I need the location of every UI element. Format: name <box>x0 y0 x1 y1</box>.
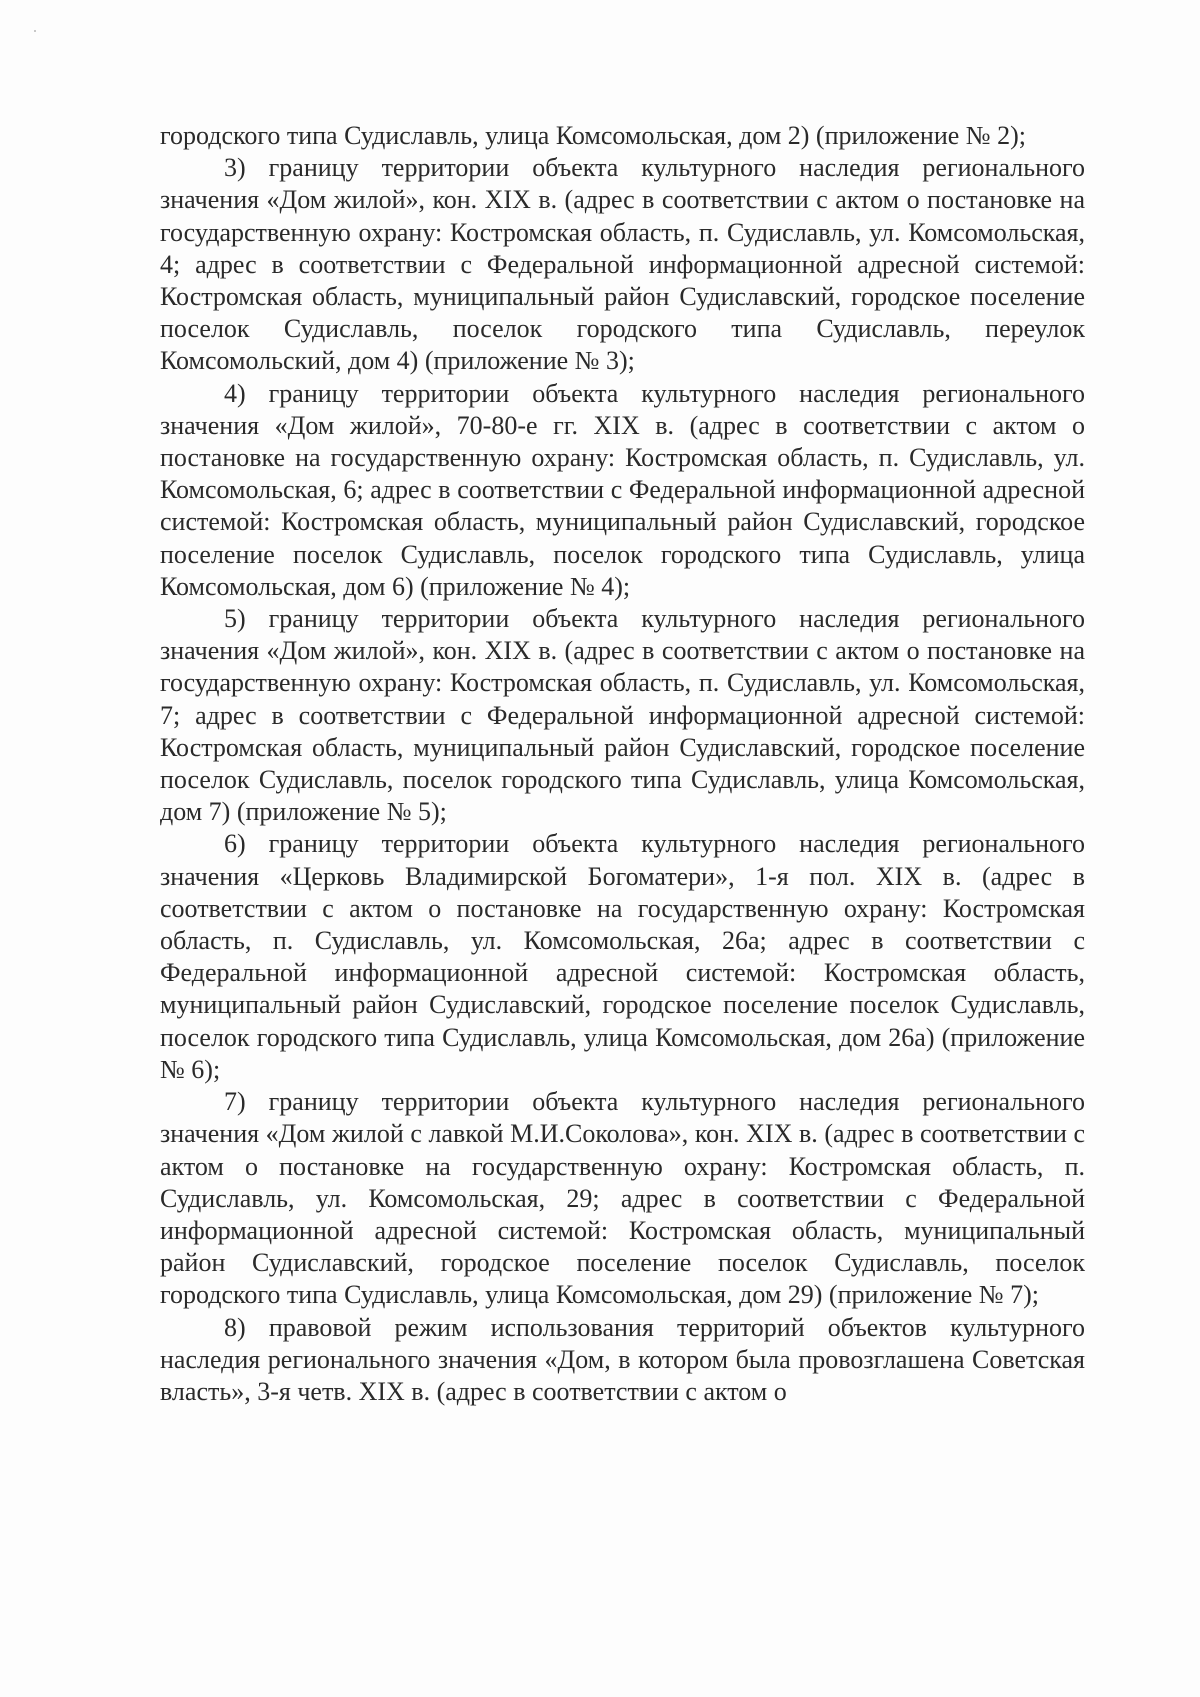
paragraph-continuation: городского типа Судиславль, улица Комсомольская, дом 2) (приложение № 2); <box>160 121 1026 150</box>
paragraph-item-7: 7) границу территории объекта культурного наследия регионального значения «Дом жилой с лавкой М.И.Соколова», кон. XIX в. (адрес в соответствии с актом о постановке на государственную охрану: Костромская область, п. Судиславль, ул. Комсомольская, 29; адрес в соответствии с Федеральной информационной адресной системой: Костромская область, муниципальный район Судиславский, городское поселение поселок Судиславль, поселок городского типа Судиславль, улица Комсомольская, дом 29) (приложение № 7); <box>160 1087 1085 1310</box>
scan-speck <box>34 30 36 32</box>
paragraph-item-5: 5) границу территории объекта культурного наследия регионального значения «Дом жилой», кон. XIX в. (адрес в соответствии с актом о постановке на государственную охрану: Костромская область, п. Судиславль, ул. Комсомольская, 7; адрес в соответствии с Федеральной информационной адресной системой: Костромская область, муниципальный район Судиславский, городское поселение поселок Судиславль, поселок городского типа Судиславль, улица Комсомольская, дом 7) (приложение № 5); <box>160 604 1085 827</box>
paragraph-item-3: 3) границу территории объекта культурного наследия регионального значения «Дом жилой», кон. XIX в. (адрес в соответствии с актом о постановке на государственную охрану: Костромская область, п. Судиславль, ул. Комсомольская, 4; адрес в соответствии с Федеральной информационной адресной системой: Костромская область, муниципальный район Судиславский, городское поселение поселок Судиславль, поселок городского типа Судиславль, переулок Комсомольский, дом 4) (приложение № 3); <box>160 153 1085 376</box>
document-body <box>160 120 1085 1408</box>
paragraph-item-8: 8) правовой режим использования территорий объектов культурного наследия регионального значения «Дом, в котором была провозглашена Советская власть», 3-я четв. XIX в. (адрес в соответствии с актом о <box>160 1312 1085 1406</box>
paragraph-item-4: 4) границу территории объекта культурного наследия регионального значения «Дом жилой», 70-80-е гг. XIX в. (адрес в соответствии с актом о постановке на государственную охрану: Костромская область, п. Судиславль, ул. Комсомольская, 6; адрес в соответствии с Федеральной информационной адресной системой: Костромская область, муниципальный район Судиславский, городское поселение поселок Судиславль, поселок городского типа Судиславль, улица Комсомольская, дом 6) (приложение № 4); <box>160 378 1085 601</box>
paragraph-item-6: 6) границу территории объекта культурного наследия регионального значения «Церковь Владимирской Богоматери», 1-я пол. XIX в. (адрес в соответствии с актом о постановке на государственную охрану: Костромская область, п. Судиславль, ул. Комсомольская, 26а; адрес в соответствии с Федеральной информационной адресной системой: Костромская область, муниципальный район Судиславский, городское поселение поселок Судиславль, поселок городского типа Судиславль, улица Комсомольская, дом 26а) (приложение № 6); <box>160 829 1085 1084</box>
